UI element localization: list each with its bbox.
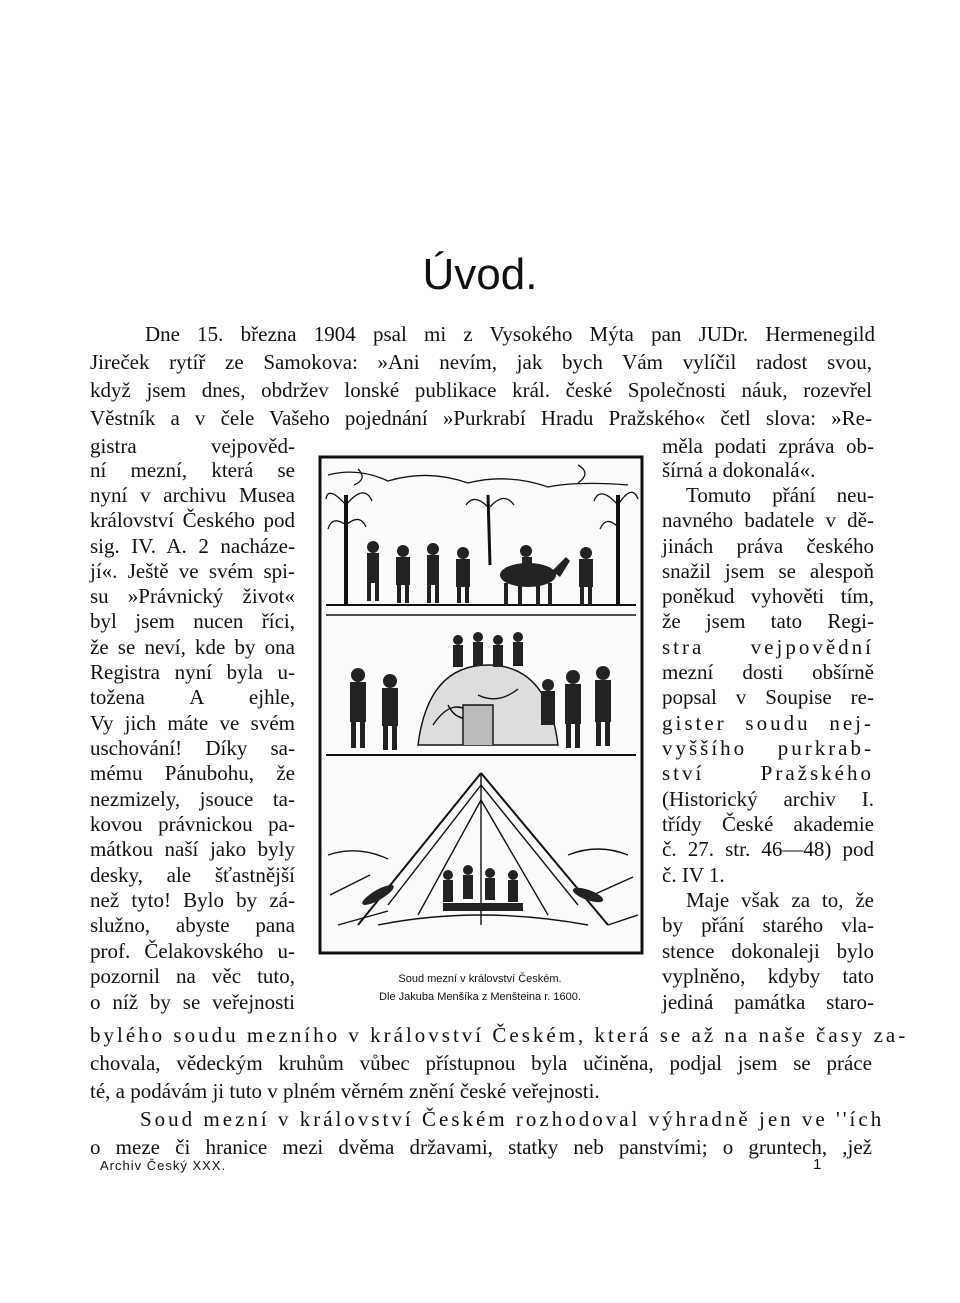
left-col-line: desky, ale šťastnější [90, 863, 295, 887]
right-col-line: mezní dosti obšírně [662, 660, 874, 684]
left-col-line: gistra vejpověd- [90, 434, 295, 458]
right-col-line: Tomuto přání neu- [686, 483, 874, 507]
left-col-line: ní mezní, která se [90, 458, 295, 482]
intro-line: Jireček rytíř ze Samokova: »Ani nevím, jak bych Vám vylíčil radost svou, [90, 350, 872, 374]
left-col-line: království Českého pod [90, 508, 295, 532]
left-col-line: prof. Čelakovského u- [90, 939, 295, 963]
left-col-line: mému Pánubohu, že [90, 761, 295, 785]
page-title: Úvod. [422, 250, 538, 299]
left-col-line: pozornil na věc tuto, [90, 964, 295, 988]
right-col-line: Maje však za to, že [686, 888, 874, 912]
left-col-line: jí«. Ještě ve svém spi- [90, 559, 295, 583]
left-col-line: su »Právnický život« [90, 584, 295, 608]
right-col-line: snažil jsem se alespoň [662, 559, 874, 583]
figure-caption-line2: Dle Jakuba Menšíka z Menšteina r. 1600. [379, 991, 581, 1003]
left-col-line: byl jsem nucen říci, [90, 609, 295, 633]
right-col-line: stence dokonaleji bylo [662, 939, 874, 963]
closing-line: Soud mezní v království Českém rozhodoval výhradně jen ve ''ích [140, 1107, 885, 1131]
right-col-line: gister soudu nej- [662, 711, 874, 735]
footer-signature: Archiv Český XXX. [100, 1158, 227, 1173]
right-col-line: navného badatele v dě- [662, 508, 874, 532]
left-col-line: služno, abyste pana [90, 913, 295, 937]
right-col-line: poněkud vyhověti tím, [662, 584, 874, 608]
right-col-line: č. 27. str. 46—48) pod [662, 837, 874, 861]
left-col-line: o níž by se veřejnosti [90, 990, 295, 1014]
left-col-line: tožena A ejhle, [90, 685, 295, 709]
left-col-line: Vy jich máte ve svém [90, 711, 295, 735]
closing-line: chovala, vědeckým kruhům vůbec přístupnou byla učiněna, podjal jsem se práce [90, 1051, 872, 1075]
right-col-line: popsal v Soupise re- [662, 685, 874, 709]
closing-line: o meze či hranice mezi dvěma državami, statky neb panstvími; o gruntech, ,jež [90, 1135, 872, 1159]
right-col-line: stra vejpovědní [662, 635, 874, 659]
right-col-line: ství Pražského [662, 761, 874, 785]
right-col-line: šírná a dokonalá«. [662, 458, 816, 482]
closing-line: bylého soudu mezního v království Českém, která se až na naše časy za- [90, 1023, 909, 1047]
intro-line: Dne 15. března 1904 psal mi z Vysokého Mýta pan JUDr. Hermenegild [145, 322, 875, 346]
page-number: 1 [813, 1156, 822, 1173]
intro-line: když jsem dnes, obdržev lonské publikace král. české Společnosti náuk, rozevřel [90, 378, 872, 402]
right-col-line: jinách práva českého [662, 534, 874, 558]
left-col-line: že se neví, kde by ona [90, 635, 295, 659]
left-col-line: sig. IV. A. 2 nacháze- [90, 534, 295, 558]
right-col-line: že jsem tato Regi- [662, 609, 874, 633]
right-col-line: jediná památka staro- [662, 990, 874, 1014]
closing-line: té, a podávám ji tuto v plném věrném znění české veřejnosti. [90, 1079, 600, 1103]
right-col-line: by přání starého vla- [662, 913, 874, 937]
left-col-line: než tyto! Bylo by zá- [90, 888, 295, 912]
right-col-line: třídy České akademie [662, 812, 874, 836]
figure-caption-line1: Soud mezní v království Českém. [398, 973, 562, 985]
left-col-line: nyní v archivu Musea [90, 483, 295, 507]
right-col-line: (Historický archiv I. [662, 787, 874, 811]
left-col-line: nezmizely, jsouce ta- [90, 787, 295, 811]
right-col-line: měla podati zpráva ob- [662, 434, 874, 458]
woodcut-illustration [318, 455, 644, 955]
right-col-line: vyplněno, kdyby tato [662, 964, 874, 988]
intro-line: Věstník a v čele Vašeho pojednání »Purkrabí Hradu Pražského« četl slova: »Re- [90, 406, 872, 430]
right-col-line: vyššího purkrab- [662, 736, 874, 760]
left-col-line: uschování! Díky sa- [90, 736, 295, 760]
left-col-line: Registra nyní byla u- [90, 660, 295, 684]
left-col-line: kovou právnickou pa- [90, 812, 295, 836]
right-col-line: č. IV 1. [662, 863, 725, 887]
left-col-line: mátkou naší jako byly [90, 837, 295, 861]
